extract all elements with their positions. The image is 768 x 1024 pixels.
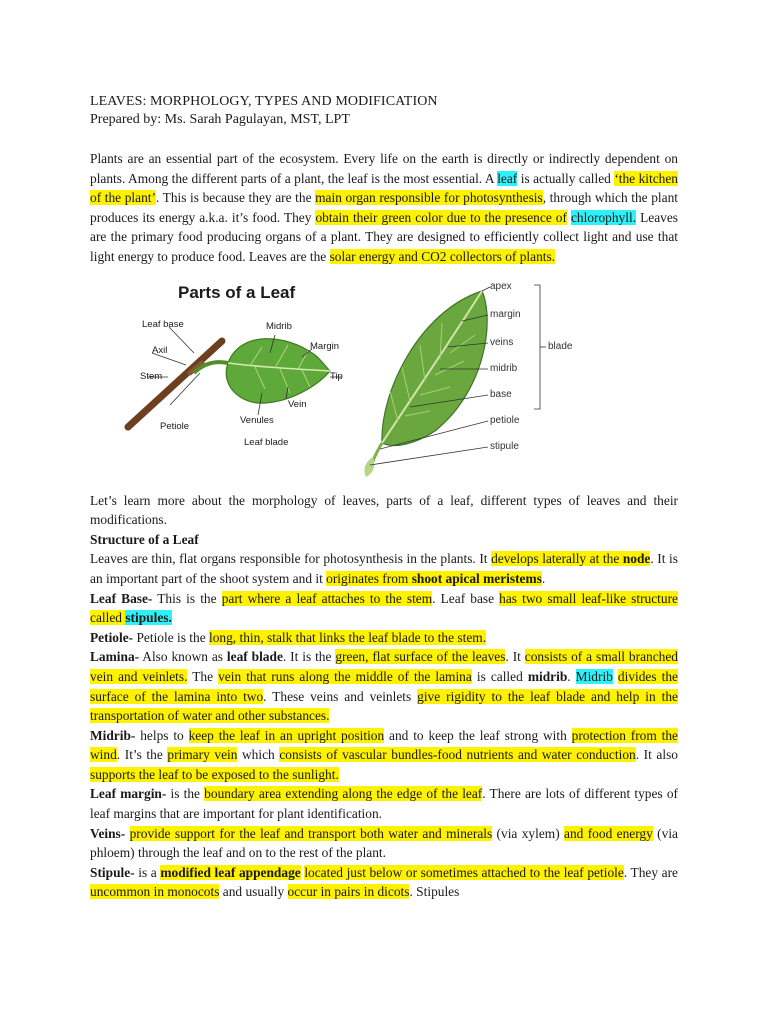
highlight-yellow: primary vein bbox=[167, 747, 238, 763]
label-stem: Stem bbox=[140, 370, 163, 382]
label-blade: blade bbox=[548, 340, 573, 352]
highlight-cyan: chlorophyll. bbox=[570, 209, 637, 225]
highlight-yellow: keep the leaf in an upright position bbox=[188, 727, 385, 743]
text: This is the bbox=[152, 590, 222, 606]
intro-paragraph bbox=[90, 149, 678, 267]
label-leaf-blade: Leaf blade bbox=[244, 436, 289, 448]
text: Plants are an essential part of the ecosystem. Every life on the earth is directly or indirectly dependent on plants. Among the different parts of a plant, the leaf is the most essential. A bbox=[90, 151, 678, 186]
midrib-paragraph bbox=[90, 726, 678, 785]
text: . bbox=[567, 668, 576, 684]
leaf-figure bbox=[90, 281, 678, 481]
text: (via phloem) through the leaf and on to the rest of the plant. bbox=[90, 825, 679, 861]
text: originates from bbox=[326, 570, 412, 586]
text: , through which the plant produces its energy a.k.a. it’s food. They bbox=[90, 190, 678, 225]
highlight-yellow: boundary area extending along the edge of the leaf bbox=[204, 786, 483, 802]
highlight-yellow: obtain their green color due to the presence of bbox=[315, 209, 567, 225]
text: . It’s the bbox=[116, 747, 168, 763]
text: . Leaf base bbox=[432, 590, 500, 606]
text: . They are bbox=[623, 864, 678, 880]
text: . It is the bbox=[282, 649, 336, 665]
highlight-yellow: modified leaf appendage bbox=[160, 864, 301, 880]
highlight-yellow: main organ responsible for photosynthesis bbox=[315, 190, 543, 206]
text bbox=[125, 826, 129, 841]
term-label: Leaf margin- bbox=[90, 786, 167, 802]
text: . Stipules bbox=[409, 884, 460, 900]
label-petiole-right: petiole bbox=[490, 414, 520, 426]
label-midrib-right: midrib bbox=[490, 362, 518, 374]
label-midrib: Midrib bbox=[266, 320, 292, 332]
text: . There are lots of different types of leaf margins that are important for plant identification. bbox=[90, 786, 678, 822]
highlight-yellow: consists of a small branched vein and veinlets. bbox=[90, 649, 678, 684]
text: Petiole is the bbox=[133, 629, 209, 645]
term-label: Veins- bbox=[90, 825, 126, 841]
text: Leaves are the primary food producing organs of a plant. They are designed to efficiently collect light and use that light energy to produce food. Leaves are the bbox=[90, 209, 678, 264]
text: develops laterally at the bbox=[491, 551, 623, 567]
term-label: Petiole- bbox=[90, 629, 134, 645]
bold-term: leaf blade bbox=[226, 649, 283, 665]
highlight-yellow: green, flat surface of the leaves bbox=[335, 649, 506, 665]
text: Also known as bbox=[139, 649, 227, 665]
label-margin: Margin bbox=[310, 340, 340, 352]
highlight-cyan: leaf bbox=[497, 170, 518, 186]
veins-paragraph bbox=[90, 824, 678, 863]
highlight-yellow bbox=[491, 551, 650, 566]
label-vein: Vein bbox=[288, 398, 307, 410]
bold-term: midrib bbox=[527, 668, 568, 684]
text: . This is because they are the bbox=[155, 190, 316, 206]
term-label: Midrib- bbox=[90, 727, 136, 743]
label-venules: Venules bbox=[240, 414, 274, 426]
text: Leaves are thin, flat organs responsible for photosynthesis in the plants. It bbox=[90, 551, 492, 567]
highlight-cyan: stipules. bbox=[125, 610, 172, 626]
label-axil: Axil bbox=[152, 344, 168, 356]
label-leaf-base: Leaf base bbox=[142, 318, 184, 330]
large-leaf-shape bbox=[382, 291, 487, 446]
text: . It bbox=[505, 649, 525, 665]
stipule-shape bbox=[364, 457, 374, 477]
highlight-yellow: and food energy bbox=[564, 825, 653, 841]
highlight-yellow: give rigidity to the leaf blade and help in the transportation of water and other substances. bbox=[90, 688, 678, 724]
lamina-paragraph bbox=[90, 647, 678, 725]
term-label: Lamina- bbox=[90, 649, 140, 665]
label-veins: veins bbox=[490, 336, 514, 348]
highlight-yellow: provide support for the leaf and transport both water and minerals bbox=[129, 825, 493, 841]
text: . These veins and veinlets bbox=[263, 688, 418, 704]
petiole-paragraph bbox=[90, 628, 678, 648]
text: is a bbox=[134, 864, 161, 880]
label-tip: Tip bbox=[330, 370, 343, 382]
highlight-yellow: vein that runs along the middle of the lamina bbox=[218, 668, 472, 684]
leaf-illustrations bbox=[90, 281, 678, 481]
stipule-paragraph bbox=[90, 863, 678, 902]
highlight-yellow: part where a leaf attaches to the stem bbox=[221, 590, 433, 606]
bold-term: shoot apical meristems bbox=[411, 570, 542, 586]
highlight-yellow: long, thin, stalk that links the leaf blade to the stem. bbox=[209, 629, 487, 645]
text: and usually bbox=[219, 884, 288, 900]
text: The bbox=[187, 668, 219, 684]
leaf-base-paragraph bbox=[90, 589, 678, 628]
structure-heading: Structure of a Leaf bbox=[90, 531, 199, 547]
highlight-yellow: ‘the kitchen of the plant’ bbox=[90, 170, 678, 206]
highlight-yellow: located just below or sometimes attached to the leaf petiole bbox=[304, 864, 624, 880]
document-title: LEAVES: MORPHOLOGY, TYPES AND MODIFICATION bbox=[90, 94, 438, 109]
highlight-cyan: Midrib bbox=[575, 668, 613, 684]
stem-shape bbox=[128, 341, 222, 427]
text: is actually called bbox=[517, 170, 615, 186]
label-margin-right: margin bbox=[490, 308, 521, 320]
text: . bbox=[541, 570, 546, 586]
text: helps to bbox=[135, 727, 189, 743]
figure-title: Parts of a Leaf bbox=[178, 282, 296, 302]
leaf-margin-paragraph bbox=[90, 784, 678, 823]
label-apex: apex bbox=[490, 280, 512, 292]
text: is the bbox=[166, 786, 205, 802]
highlight-yellow: divides the surface of the lamina into two bbox=[90, 668, 678, 704]
text: . It also bbox=[635, 747, 678, 763]
highlight-yellow: supports the leaf to be exposed to the sunlight. bbox=[90, 766, 339, 782]
highlight-yellow: protection from the wind bbox=[90, 727, 678, 763]
term-label: Leaf Base- bbox=[90, 590, 153, 606]
highlight-yellow bbox=[326, 571, 542, 586]
structure-paragraph bbox=[90, 549, 678, 588]
highlight-yellow: uncommon in monocots bbox=[90, 884, 220, 900]
term-label: Stipule- bbox=[90, 864, 135, 880]
text: is called bbox=[471, 668, 528, 684]
text: and to keep the leaf strong with bbox=[384, 727, 572, 743]
text: . It is an important part of the shoot system and it bbox=[90, 551, 678, 586]
document-page bbox=[90, 93, 678, 902]
label-stipule: stipule bbox=[490, 440, 519, 452]
label-petiole: Petiole bbox=[160, 420, 190, 432]
highlight-yellow: solar energy and CO2 collectors of plants. bbox=[329, 248, 556, 264]
bold-term: node bbox=[622, 551, 651, 567]
text: which bbox=[237, 747, 280, 763]
document-byline: Prepared by: Ms. Sarah Pagulayan, MST, LPT bbox=[90, 112, 350, 127]
highlight-yellow: consists of vascular bundles-food nutrients and water conduction bbox=[279, 747, 636, 763]
text: has two small leaf-like structure called bbox=[90, 590, 679, 626]
label-base: base bbox=[490, 388, 512, 400]
highlight-yellow: occur in pairs in dicots bbox=[287, 884, 410, 900]
text: (via xylem) bbox=[492, 825, 565, 841]
learn-paragraph: Let’s learn more about the morphology of leaves, parts of a leaf, different types of leaves and their modifications. bbox=[90, 492, 678, 528]
